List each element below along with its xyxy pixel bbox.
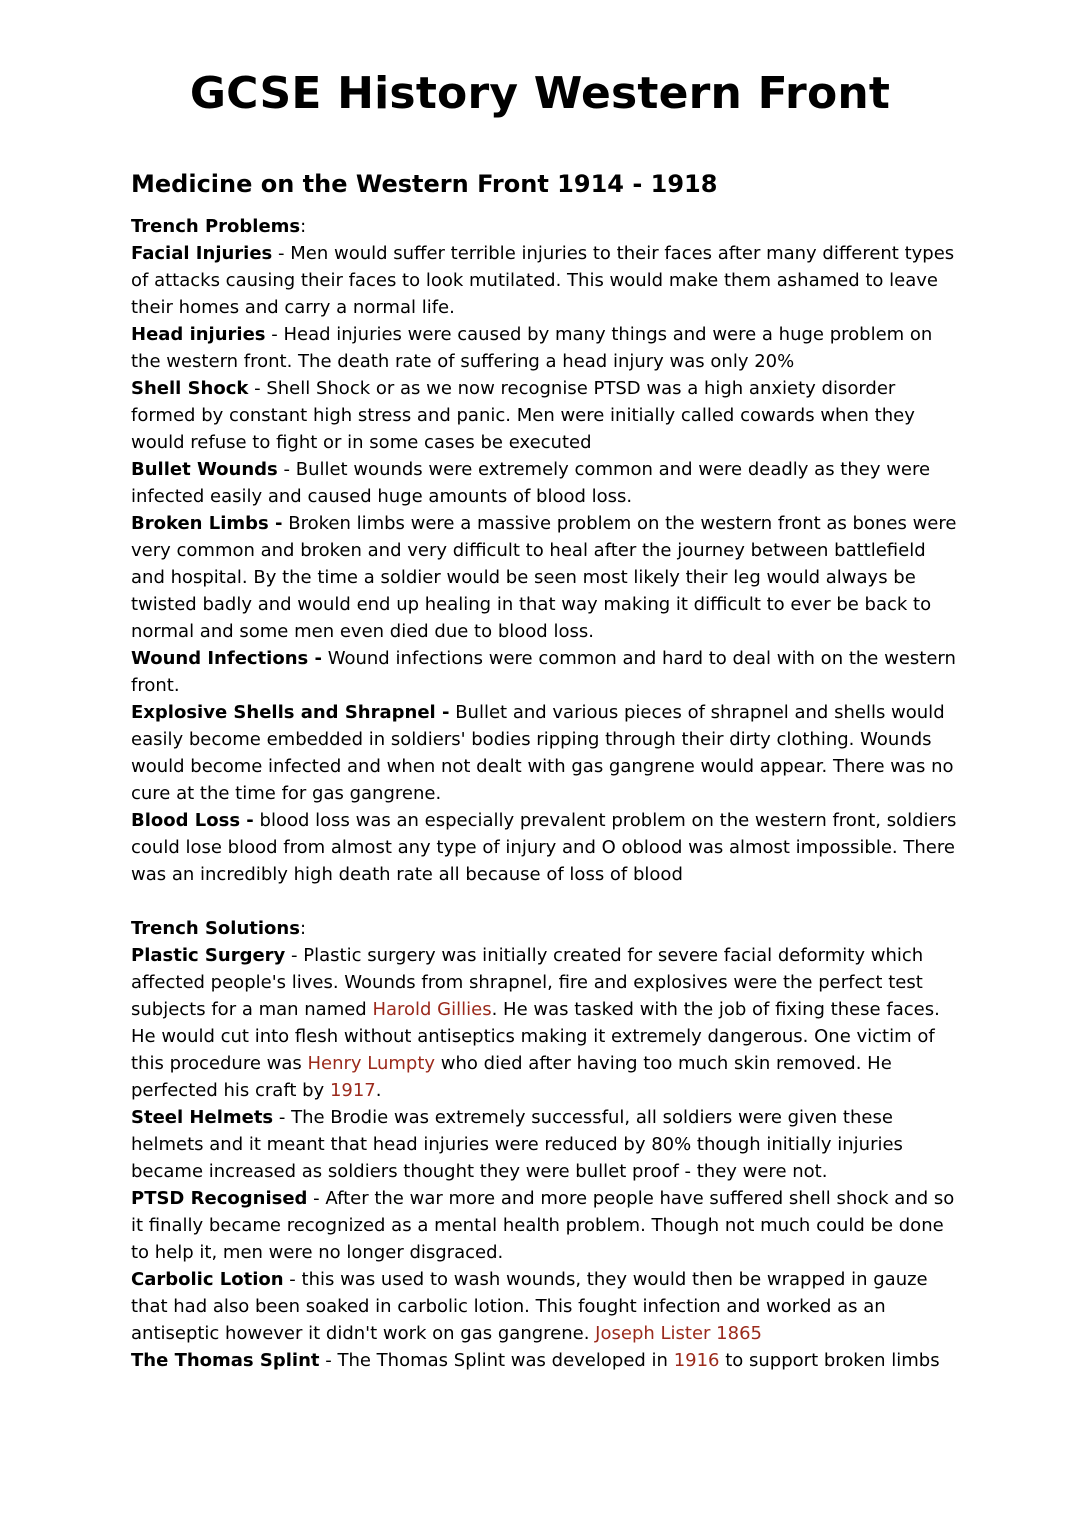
problem-wound-infections: [131, 645, 961, 699]
problem-term: Explosive Shells and Shrapnel -: [131, 702, 450, 723]
problem-bullet-wounds: [131, 456, 961, 510]
solution-text: this was used to wash wounds, they would then be wrapped in gauze that had also been soaked in carbolic lotion. This fought infection and worked as an antiseptic however it didn't work on gas gangrene.: [131, 1269, 928, 1344]
solution-thomas-splint: [131, 1347, 961, 1374]
solution-text: to support broken limbs: [719, 1350, 940, 1371]
problem-head-injuries: [131, 321, 961, 375]
solution-text: After the war more and more people have suffered shell shock and so it finally became recognized as a mental health problem. Though not much could be done to help it, men were no longer disgraced.: [131, 1188, 955, 1263]
solution-plastic-surgery: [131, 942, 961, 1104]
solution-sep: -: [285, 945, 304, 966]
highlight-name-harold-gillies: Harold Gillies: [372, 999, 492, 1020]
solution-sep: -: [319, 1350, 338, 1371]
document-content: [131, 167, 961, 1374]
problem-sep: -: [272, 243, 291, 264]
solution-text: Plastic surgery was initially created for severe facial deformity which affected people's lives. Wounds from shrapnel, fire and explosives were the perfect test subjects for a man named: [131, 945, 924, 1020]
solution-ptsd-recognised: [131, 1185, 961, 1266]
highlight-joseph-lister: Joseph Lister 1865: [595, 1323, 762, 1344]
problem-term: Blood Loss -: [131, 810, 254, 831]
solution-sep: -: [283, 1269, 302, 1290]
solutions-heading-colon: :: [299, 918, 307, 939]
problem-text: Men would suffer terrible injuries to their faces after many different types of attacks causing their faces to look mutilated. This would make them ashamed to leave their homes and carry a normal life.: [131, 243, 955, 318]
solutions-heading: [131, 915, 961, 942]
solution-text: who died after having too much skin removed. He perfected his craft by: [131, 1053, 892, 1101]
section-gap: [131, 888, 961, 915]
highlight-name-henry-lumpty: Henry Lumpty: [307, 1053, 436, 1074]
problem-blood-loss: [131, 807, 961, 888]
section-title: Medicine on the Western Front 1914 - 1918: [131, 170, 718, 198]
problem-broken-limbs: [131, 510, 961, 645]
problem-shell-shock: [131, 375, 961, 456]
problem-text: Shell Shock or as we now recognise PTSD was a high anxiety disorder formed by constant high stress and panic. Men were initially called cowards when they would refuse to fight or in some cases be executed: [131, 378, 915, 453]
solution-term: Carbolic Lotion: [131, 1269, 284, 1290]
solution-sep: -: [307, 1188, 326, 1209]
solution-term: The Thomas Splint: [131, 1350, 320, 1371]
problems-heading-text: Trench Problems: [131, 216, 301, 237]
solution-text: The Thomas Splint was developed in: [337, 1350, 674, 1371]
problem-facial-injuries: [131, 240, 961, 321]
problem-text: Wound infections were common and hard to deal with on the western front.: [131, 648, 956, 696]
solution-text: .: [375, 1080, 382, 1101]
problem-sep: -: [248, 378, 267, 399]
highlight-year-1916: 1916: [673, 1350, 720, 1371]
solution-text: . He was tasked with the job of fixing these faces. He would cut into flesh without antiseptics making it extremely dangerous. One victim of this procedure was: [131, 999, 940, 1074]
problem-term: Shell Shock: [131, 378, 249, 399]
solution-term: Steel Helmets: [131, 1107, 274, 1128]
solution-term: Plastic Surgery: [131, 945, 286, 966]
document-title: GCSE History Western Front: [189, 68, 891, 119]
problem-text: Bullet wounds were extremely common and were deadly as they were infected easily and caused huge amounts of blood loss.: [131, 459, 931, 507]
problem-term: Head injuries: [131, 324, 266, 345]
solution-carbolic-lotion: [131, 1266, 961, 1347]
problem-term: Bullet Wounds: [131, 459, 278, 480]
solution-sep: -: [273, 1107, 292, 1128]
problem-text: blood loss was an especially prevalent problem on the western front, soldiers could lose blood from almost any type of injury and O oblood was almost impossible. There was an incredibly high death rate all because of loss of blood: [131, 810, 957, 885]
problem-text: Head injuries were caused by many things and were a huge problem on the western front. The death rate of suffering a head injury was only 20%: [131, 324, 933, 372]
problem-text: Bullet and various pieces of shrapnel and shells would easily become embedded in soldiers' bodies ripping through their dirty clothing. Wounds would become infected and when not dealt with gas gangrene would appear. There was no cure at the time for gas gangrene.: [131, 702, 954, 804]
problems-heading-colon: :: [300, 216, 307, 237]
problem-term: Broken Limbs -: [131, 513, 283, 534]
problems-heading: [131, 213, 961, 240]
solutions-heading-text: Trench Solutions: [131, 918, 300, 939]
problem-term: Facial Injuries: [131, 243, 273, 264]
solution-term: PTSD Recognised: [131, 1188, 308, 1209]
problem-sep: -: [265, 324, 284, 345]
solution-text: The Brodie was extremely successful, all soldiers were given these helmets and it meant that head injuries were reduced by 80% though initially injuries became increased as soldiers thought they were bullet proof - they were not.: [131, 1107, 903, 1182]
problem-sep: -: [277, 459, 296, 480]
highlight-year-1917: 1917: [329, 1080, 376, 1101]
problem-text: Broken limbs were a massive problem on the western front as bones were very common and broken and very difficult to heal after the journey between battlefield and hospital. By the time a soldier would be seen most likely their leg would always be twisted badly and would end up healing in that way making it difficult to ever be back to normal and some men even died due to blood loss.: [131, 513, 957, 642]
solution-steel-helmets: [131, 1104, 961, 1185]
problem-term: Wound Infections -: [131, 648, 322, 669]
problem-explosive-shells: [131, 699, 961, 807]
